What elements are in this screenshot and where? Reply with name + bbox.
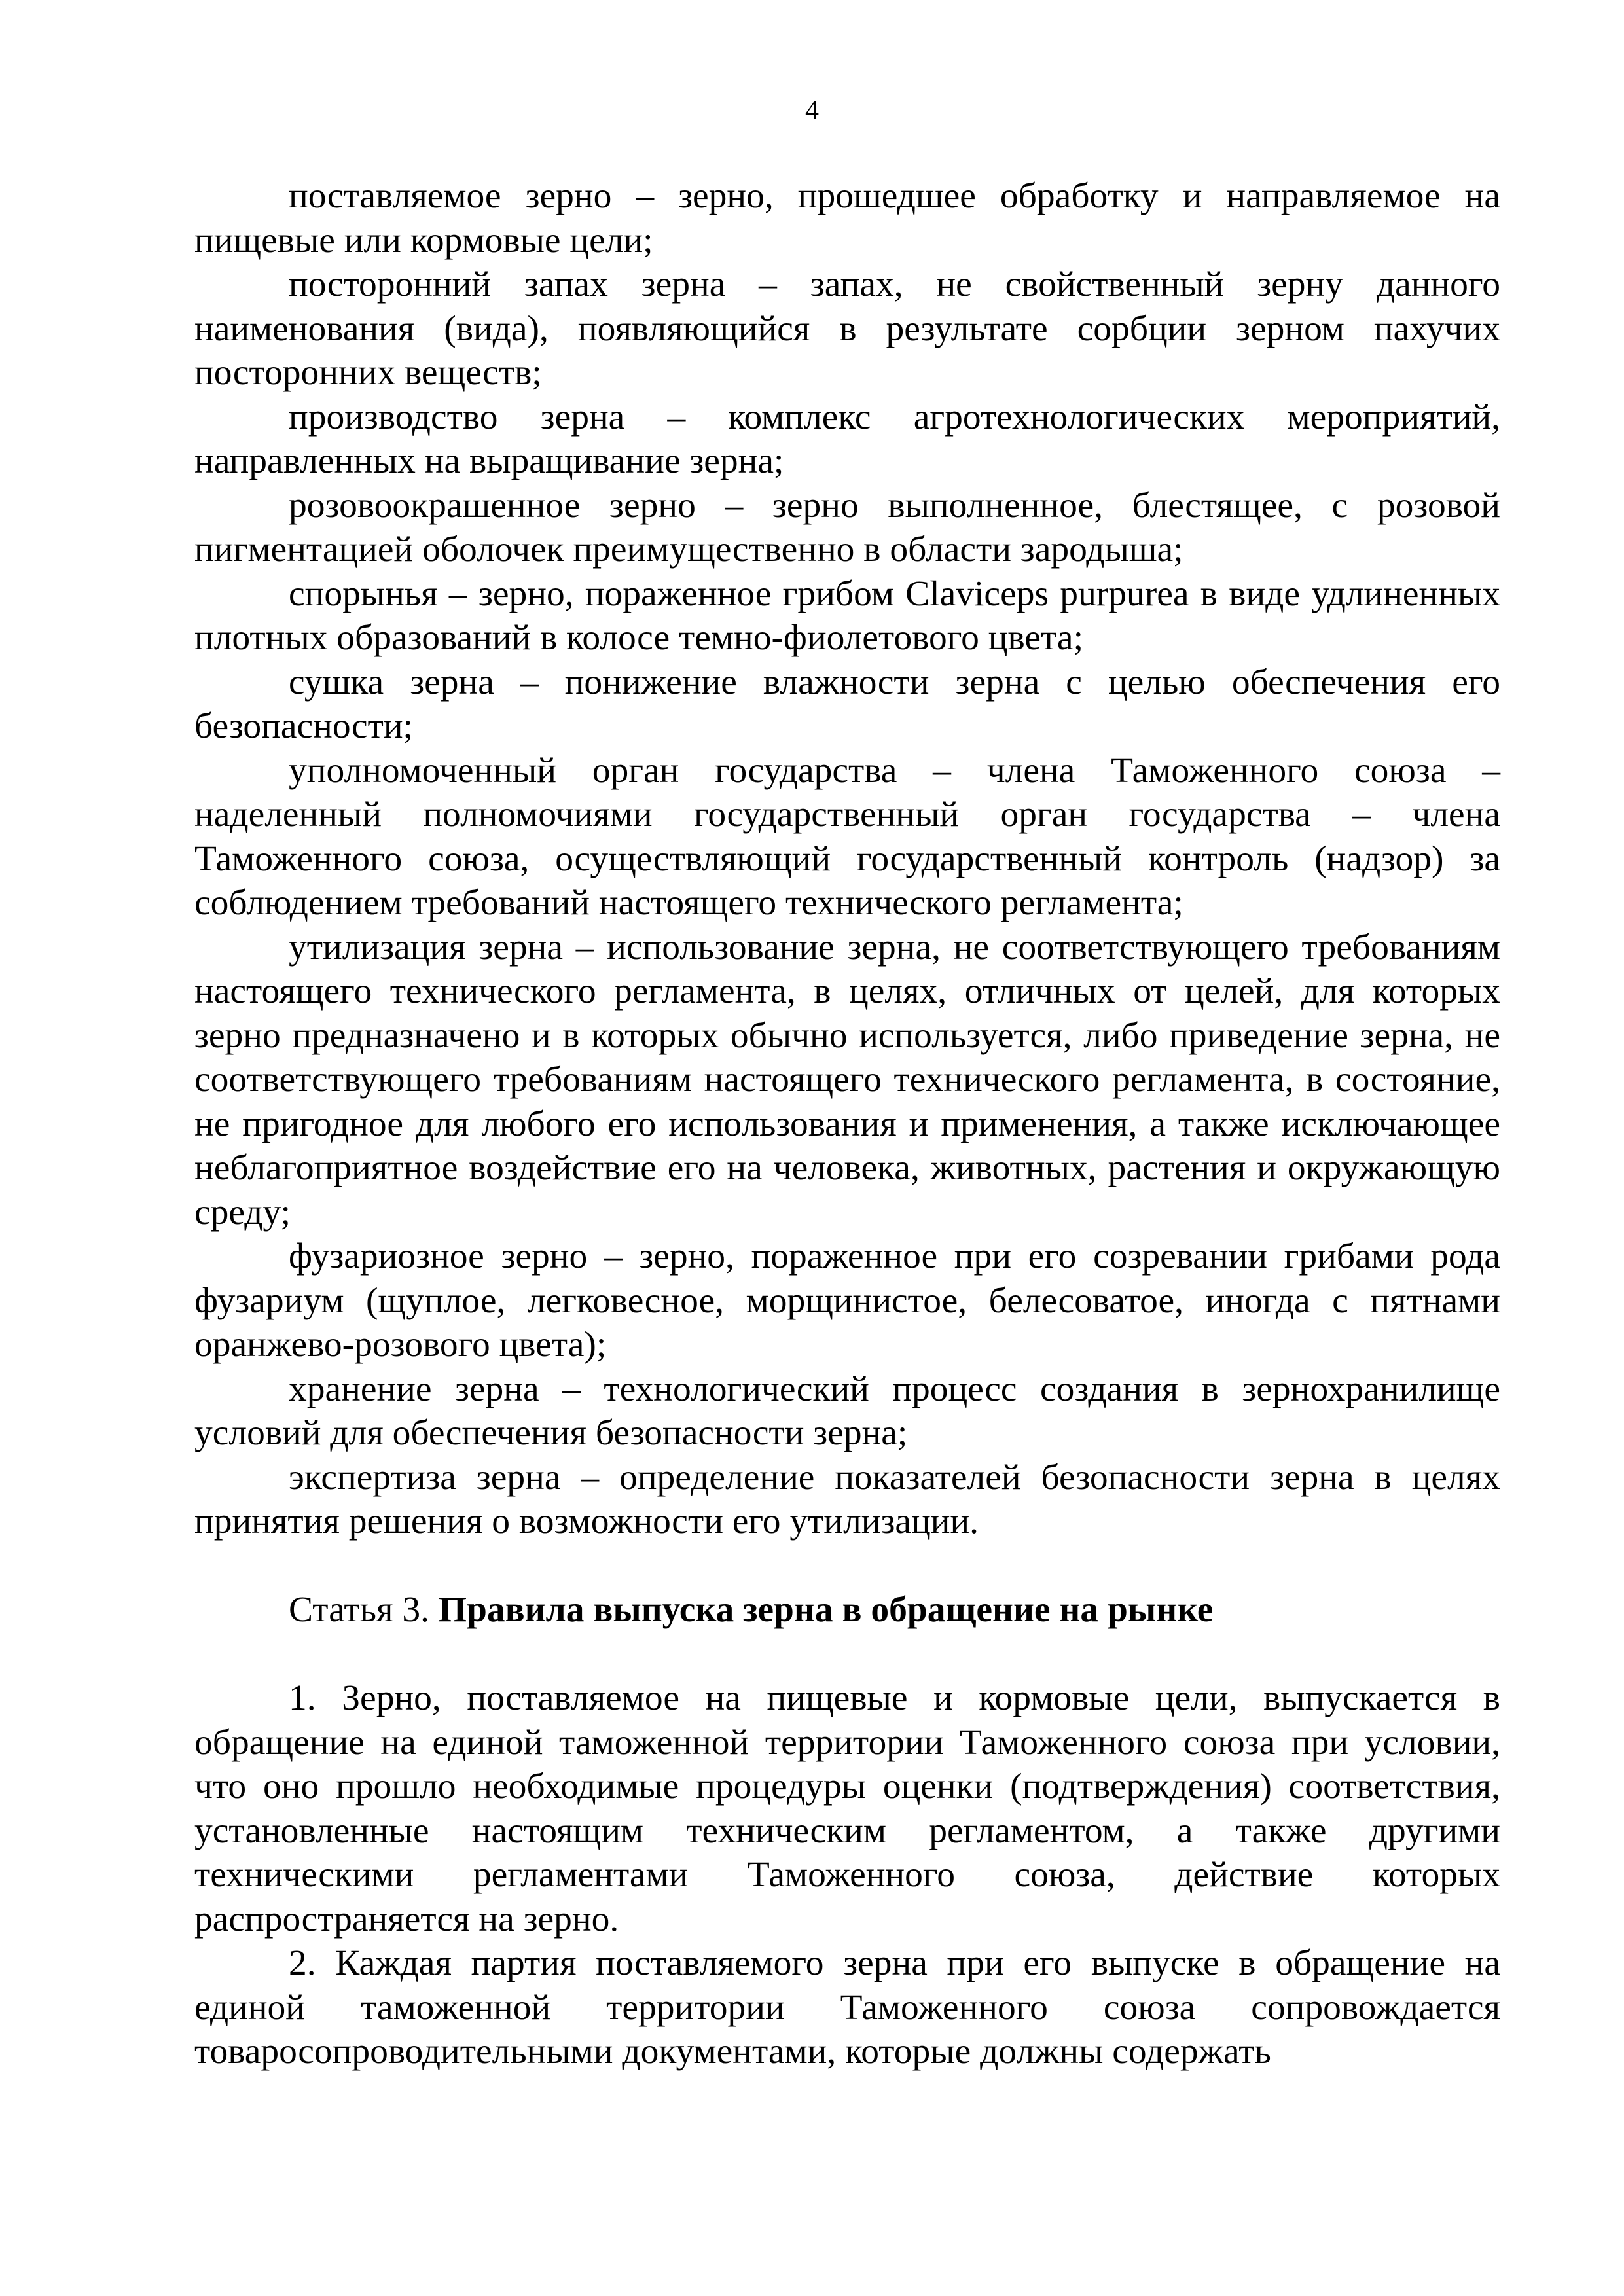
page-number: 4 (805, 96, 819, 126)
section-spacer (194, 1632, 1500, 1677)
clause-paragraph: 1. Зерно, поставляемое на пищевые и кормовые цели, выпускается в обращение на единой таможенной территории Таможенного союза при условии, что оно прошло необходимые процедуры оценки (подтверждения) соответствия, установленные настоящим техническим регламентом, а также другими техническими регламентами Таможенного союза, действие которых распространяется на зерно. (194, 1678, 1500, 1939)
definition-paragraph: хранение зерна – технологический процесс создания в зернохранилище условий для обеспечения безопасности зерна; (194, 1369, 1500, 1453)
definition-paragraph: экспертиза зерна – определение показателей безопасности зерна в целях принятия решения о возможности его утилизации. (194, 1457, 1500, 1541)
article-heading (194, 1588, 1500, 1632)
definition-paragraph: фузариозное зерно – зерно, пораженное при его созревании грибами рода фузариум (щуплое, легковесное, морщинистое, белесоватое, иногда с пятнами оранжево-розового цвета); (194, 1236, 1500, 1365)
article-number: Статья 3. (289, 1590, 439, 1630)
definition-paragraph: уполномоченный орган государства – члена Таможенного союза – наделенный полномочиями государственный орган государства – члена Таможенного союза, осуществляющий государственный контроль (надзор) за соблюдением требований настоящего технического регламента; (194, 750, 1500, 923)
definition-paragraph: розовоокрашенное зерно – зерно выполненное, блестящее, с розовой пигментацией оболочек преимущественно в области зародыша; (194, 485, 1500, 569)
section-spacer (194, 1544, 1500, 1588)
definition-paragraph: спорынья – зерно, пораженное грибом Claviceps purpurea в виде удлиненных плотных образований в колосе темно-фиолетового цвета; (194, 573, 1500, 658)
definition-paragraph: посторонний запах зерна – запах, не свойственный зерну данного наименования (вида), появляющийся в результате сорбции зерном пахучих посторонних веществ; (194, 264, 1500, 393)
article-title: Правила выпуска зерна в обращение на рынке (438, 1590, 1214, 1630)
definition-paragraph: утилизация зерна – использование зерна, не соответствующего требованиям настоящего технического регламента, в целях, отличных от целей, для которых зерно предназначено и в которых обычно используется, либо приведение зерна, не соответствующего требованиям настоящего технического регламента, в состояние, не пригодное для любого его использования и применения, а также исключающее неблагоприятное воздействие его на человека, животных, растения и окружающую среду; (194, 927, 1500, 1232)
definition-paragraph: сушка зерна – понижение влажности зерна с целью обеспечения его безопасности; (194, 662, 1500, 746)
definition-paragraph: производство зерна – комплекс агротехнологических мероприятий, направленных на выращивание зерна; (194, 397, 1500, 481)
clause-paragraph: 2. Каждая партия поставляемого зерна при его выпуске в обращение на единой таможенной территории Таможенного союза сопровождается товаросопроводительными документами, которые должны содержать (194, 1943, 1500, 2072)
document-body (194, 174, 1500, 2074)
definition-paragraph: поставляемое зерно – зерно, прошедшее обработку и направляемое на пищевые или кормовые цели; (194, 176, 1500, 260)
